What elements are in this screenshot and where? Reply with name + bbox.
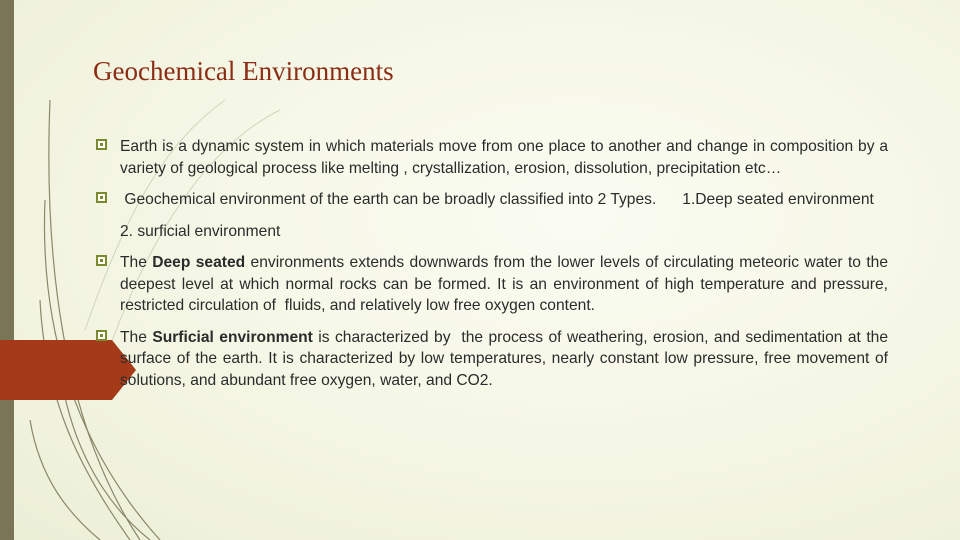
bullet-bold-term: Deep seated <box>152 254 246 271</box>
checkbox-bullet-icon <box>96 139 107 150</box>
bullet-text-pre: The <box>120 328 153 346</box>
left-side-bar <box>0 0 14 540</box>
bullet-list <box>95 136 893 401</box>
bullet-text: Earth is a dynamic system in which materials move from one place to another and change in composition by a variety of geological process like melting , crystallization, erosion, dissolution, precipitation etc… <box>120 138 888 177</box>
slide-title: Geochemical Environments <box>93 56 394 86</box>
deco-line <box>30 420 100 540</box>
checkbox-bullet-icon <box>96 255 107 266</box>
bullet-item <box>95 136 888 179</box>
bullet-item <box>95 252 893 317</box>
bullet-text-post: environments extends downwards from the lower levels of circulating meteoric water to the deepest level at which normal rocks can be formed. It is an environment of high temperature and pressure, restricted circulation of fluids, and relatively low free oxygen content. <box>120 254 893 314</box>
sub-line: 2. surficial environment <box>120 222 281 240</box>
bullet-item <box>95 327 893 392</box>
checkbox-bullet-icon <box>96 330 107 341</box>
bullet-item <box>95 189 888 211</box>
bullet-text: Geochemical environment of the earth can be broadly classified into 2 Types. 1.Deep seated environment <box>120 191 874 208</box>
bullet-text-post: is characterized by the process of weathering, erosion, and sedimentation at the surface of the earth. It is characterized by low temperatures, nearly constant low pressure, free movement of solutions, and abundant free oxygen, water, and CO2. <box>120 328 893 389</box>
bullet-bold-term: Surficial environment <box>152 328 313 346</box>
checkbox-bullet-icon <box>96 192 107 203</box>
bullet-text-pre: The <box>120 254 153 271</box>
